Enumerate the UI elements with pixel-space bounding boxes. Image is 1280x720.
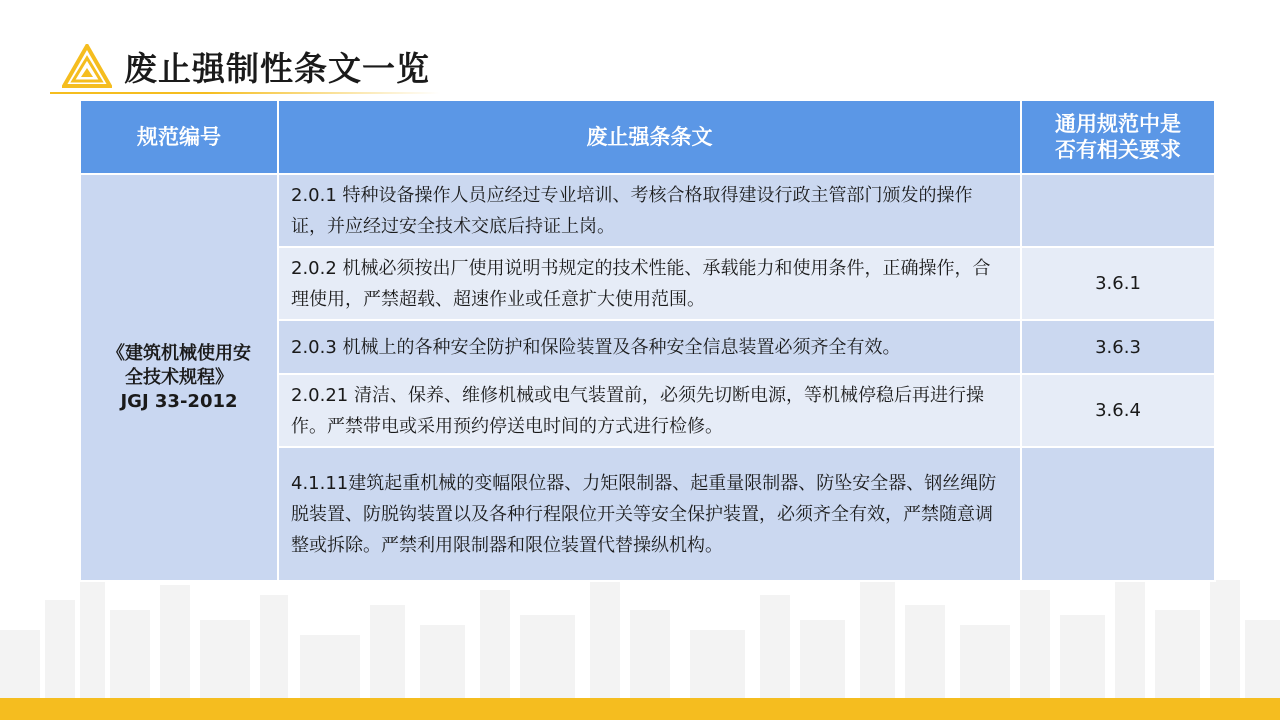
clause-text: 2.0.2 机械必须按出厂使用说明书规定的技术性能、承载能力和使用条件，正确操作，合理使用，严禁超载、超速作业或任意扩大使用范围。 — [278, 247, 1021, 320]
bottom-accent-bar — [0, 698, 1280, 720]
clause-text: 2.0.21 清洁、保养、维修机械或电气装置前，必须先切断电源，等机械停稳后再进行操作。严禁带电或采用预约停送电时间的方式进行检修。 — [278, 374, 1021, 447]
clause-text: 2.0.1 特种设备操作人员应经过专业培训、考核合格取得建设行政主管部门颁发的操作证，并应经过安全技术交底后持证上岗。 — [278, 174, 1021, 247]
abolished-clauses-table — [79, 99, 1216, 582]
clause-ref — [1021, 447, 1215, 581]
standard-name-cell — [80, 174, 278, 581]
clause-ref: 3.6.3 — [1021, 320, 1215, 374]
standard-code: JGJ 33-2012 — [120, 390, 238, 412]
standard-name-line2: 全技术规程》 — [125, 366, 233, 388]
clause-ref: 3.6.4 — [1021, 374, 1215, 447]
clause-text: 4.1.11建筑起重机械的变幅限位器、力矩限制器、起重量限制器、防坠安全器、钢丝绳防脱装置、防脱钩装置以及各种行程限位开关等安全保护装置，必须齐全有效，严禁随意调整或拆除。严禁利用限制器和限位装置代替操纵机构。 — [278, 447, 1021, 581]
header-code: 规范编号 — [80, 100, 278, 174]
title-underline — [50, 92, 440, 94]
title-block — [62, 40, 430, 92]
triangle-logo-icon — [62, 44, 112, 88]
clause-ref: 3.6.1 — [1021, 247, 1215, 320]
table-row — [80, 174, 1215, 247]
header-ref — [1021, 100, 1215, 174]
standard-name-line1: 《建筑机械使用安 — [107, 342, 251, 364]
page-title: 废止强制性条文一览 — [124, 48, 430, 88]
clause-ref — [1021, 174, 1215, 247]
header-ref-line1: 通用规范中是 — [1055, 112, 1181, 136]
header-clause: 废止强条条文 — [278, 100, 1021, 174]
header-ref-line2: 否有相关要求 — [1055, 138, 1181, 162]
table-header-row — [80, 100, 1215, 174]
clause-text: 2.0.3 机械上的各种安全防护和保险装置及各种安全信息装置必须齐全有效。 — [278, 320, 1021, 374]
